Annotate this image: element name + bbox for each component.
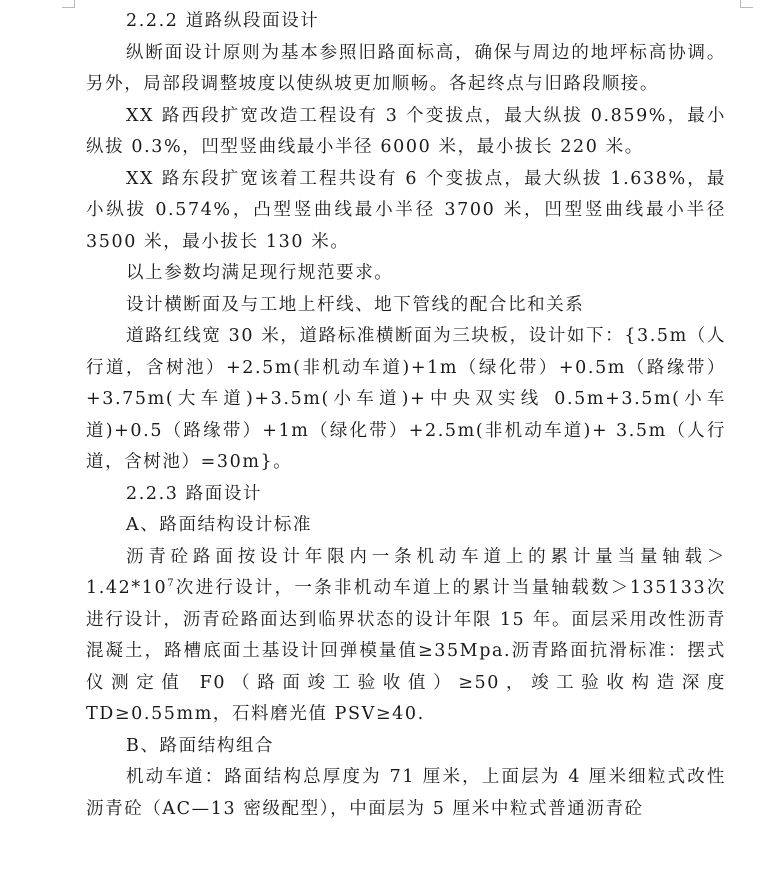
- section-heading-2-2-2: 2.2.2 道路纵段面设计: [126, 11, 320, 31]
- subheading-b-structure-combination: B、路面结构组合: [126, 735, 275, 756]
- page-corner-mark-right: [740, 0, 753, 8]
- page-corner-mark-left: [62, 0, 75, 8]
- subheading-a-structure-standard: A、路面结构设计标准: [126, 515, 313, 535]
- asphalt-text-after: 次进行设计，一条非机动车道上的累计当量轴载数＞135133次进行设计，沥青砼路面达到临界状态的设计年限 15 年。面层采用改性沥青混凝土，路槽底面土基设计回弹模量值≥35Mpa.沥青路面抗滑标准：摆式仪测定值 F0（路面竣工验收值）≥50，竣工验收构造深度 TD≥0.55mm，石料磨光值 PSV≥40.: [86, 578, 726, 724]
- paragraph-cross-section-title: 设计横断面及与工地上杆线、地下管线的配合比和关系: [126, 294, 585, 315]
- paragraph-motor-lane: 机动车道：路面结构总厚度为 71 厘米，上面层为 4 厘米细粒式改性沥青砼（AC—13 密级配型），中面层为 5 厘米中粒式普通沥青砼: [86, 767, 726, 819]
- paragraph-west-section: XX 路西段扩宽改造工程设有 3 个变拔点，最大纵拔 0.859%，最小纵拔 0.3%，凹型竖曲线最小半径 6000 米，最小拔长 220 米。: [86, 105, 726, 157]
- exponent-superscript: 7: [167, 578, 176, 590]
- paragraph-asphalt-design: [86, 542, 726, 731]
- document-body: [86, 6, 726, 825]
- paragraph-red-line-width: 道路红线宽 30 米，道路标准横断面为三块板，设计如下：{3.5m（人行道，含树池）+2.5m(非机动车道)+1m（绿化带）+0.5m（路缘带）+3.75m(大车道)+3.5m(小车道)+中央双实线 0.5m+3.5m(小车道)+0.5（路缘带）+1m（绿化带）+2.5m(非机动车道)+ 3.5m（人行道，含树池）=30m}。: [86, 326, 726, 472]
- paragraph-east-section: XX 路东段扩宽该着工程共设有 6 个变拔点，最大纵拔 1.638%，最小纵拔 0.574%，凸型竖曲线最小半径 3700 米，凹型竖曲线最小半径 3500 米，最小拔长 130 米。: [86, 168, 726, 252]
- paragraph-parameters-compliance: 以上参数均满足现行规范要求。: [126, 263, 394, 283]
- section-heading-2-2-3: 2.2.3 路面设计: [126, 483, 263, 504]
- asphalt-text-before: 沥青砼路面按设计年限内一条机动车道上的累计量当量轴载＞1.42*10: [86, 546, 726, 598]
- paragraph-design-principle: 纵断面设计原则为基本参照旧路面标高，确保与周边的地坪标高协调。另外，局部段调整坡度以使纵坡更加顺畅。各起终点与旧路段顺接。: [86, 42, 726, 94]
